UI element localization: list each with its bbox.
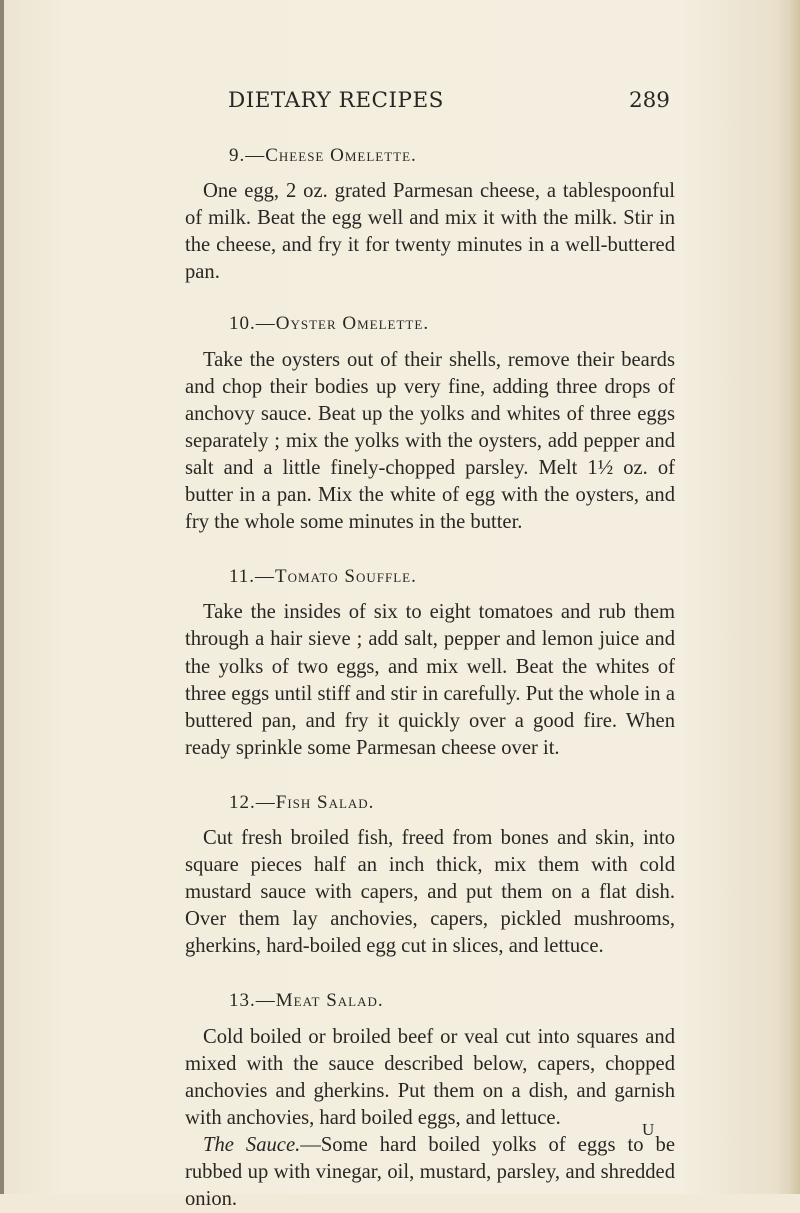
sauce-text: —Some hard boiled yolks of eggs to be rubbed up with vinegar, oil, mustard, parsley, and shredded onion. — [185, 1133, 675, 1211]
recipe-heading: 12.—Fish Salad. — [229, 791, 375, 813]
page-content — [185, 142, 675, 1213]
recipe-body: Take the insides of six to eight tomatoes and rub them through a hair sieve ; add salt, pepper and lemon juice and the yolks of two eggs, and mix well. Beat the whites of three eggs until stiff and stir in carefully. Put the whole in a buttered pan, and fry it quickly over a good fire. When ready sprinkle some Parmesan cheese over it. — [185, 601, 675, 759]
recipe-tomato-souffle — [185, 563, 675, 762]
recipe-oyster-omelette — [185, 310, 675, 536]
sauce-label: The Sauce. — [203, 1133, 301, 1156]
recipe-fish-salad — [185, 789, 675, 961]
recipe-meat-salad — [185, 987, 675, 1213]
signature-mark: U — [642, 1120, 655, 1139]
recipe-body: Cut fresh broiled fish, freed from bones and skin, into square pieces half an inch thick, mix them with cold mustard sauce with capers, and put them on a flat dish. Over them lay anchovies, capers, pickled mushrooms, gherkins, hard-boiled egg cut in slices, and lettuce. — [185, 826, 675, 958]
running-title: DIETARY RECIPES — [228, 88, 444, 113]
recipe-heading: 11.—Tomato Souffle. — [229, 566, 417, 588]
recipe-body: Take the oysters out of their shells, remove their beards and chop their bodies up very fine, adding three drops of anchovy sauce. Beat up the yolks and whites of three eggs separately ; mix the yolks with the oysters, add pepper and salt and a little finely-chopped parsley. Melt 1½ oz. of butter in a pan. Mix the white of egg with the oysters, and fry the whole some minutes in the butter. — [185, 348, 675, 534]
recipe-body: Cold boiled or broiled beef or veal cut into squares and mixed with the sauce described below, capers, chopped anchovies and gherkins. Put them on a dish, and garnish with anchovies, hard boiled eggs, and lettuce. — [185, 1025, 675, 1129]
page-header — [228, 88, 670, 120]
recipe-heading: 13.—Meat Salad. — [229, 990, 384, 1012]
recipe-cheese-omelette — [185, 142, 675, 286]
recipe-heading: 9.—Cheese Omelette. — [229, 145, 417, 166]
recipe-heading: 10.—Oyster Omelette. — [229, 313, 430, 335]
page-right-edge — [790, 0, 800, 1194]
page-left-edge — [0, 0, 4, 1194]
recipe-body: One egg, 2 oz. grated Parmesan cheese, a tablespoonful of milk. Beat the egg well and mix it with the milk. Stir in the cheese, and fry it for twenty minutes in a well-buttered pan. — [185, 180, 675, 284]
page-number: 289 — [628, 88, 670, 113]
sauce-paragraph — [185, 1132, 675, 1213]
